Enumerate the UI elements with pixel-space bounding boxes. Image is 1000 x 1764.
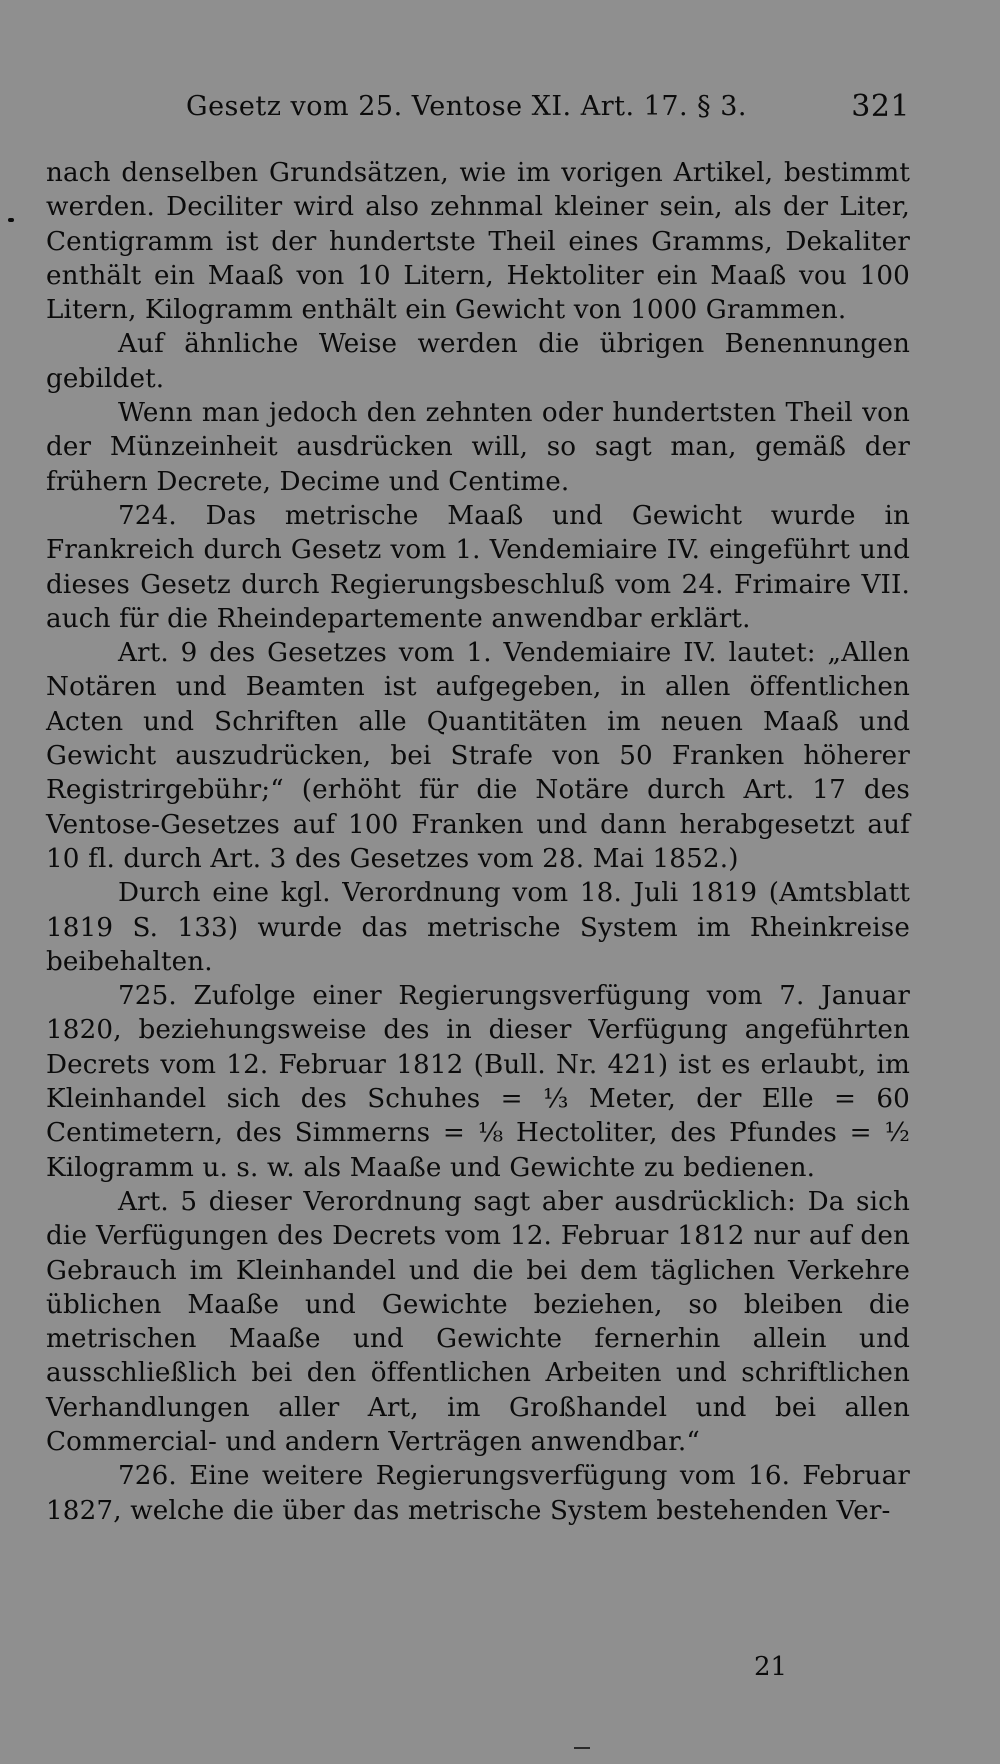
- body-text: [46, 156, 910, 1528]
- paragraph: Wenn man jedoch den zehnten oder hundertsten Theil von der Münzeinheit ausdrücken will, so sagt man, gemäß der frühern Decrete, Decime und Centime.: [46, 398, 910, 497]
- paragraph: Auf ähnliche Weise werden die übrigen Benennungen gebildet.: [46, 329, 910, 394]
- paragraph: 726. Eine weitere Regierungsverfügung vom 16. Februar 1827, welche die über das metrische System bestehenden Ver-: [46, 1461, 910, 1526]
- header-title: Gesetz vom 25. Ventose XI. Art. 17. § 3.: [186, 91, 748, 122]
- page-number: 321: [851, 89, 910, 124]
- signature-mark: 21: [754, 1652, 788, 1682]
- bottom-dash: [574, 1747, 590, 1749]
- paragraph: 724. Das metrische Maaß und Gewicht wurde in Frankreich durch Gesetz vom 1. Vendemiaire IV. eingeführt und dieses Gesetz durch Regierungsbeschluß vom 24. Frimaire VII. auch für die Rheindepartemente anwendbar erklärt.: [46, 500, 910, 634]
- running-header: [186, 84, 910, 130]
- paragraph: 725. Zufolge einer Regierungsverfügung vom 7. Januar 1820, beziehungsweise des in dieser Verfügung angeführten Decrets vom 12. Februar 1812 (Bull. Nr. 421) ist es erlaubt, im Kleinhandel sich des Schuhes = ⅓ Meter, der Elle = 60 Centimetern, des Simmerns = ⅛ Hectoliter, des Pfundes = ½ Kilogramm u. s. w. als Maaße und Gewichte zu bedienen.: [46, 981, 910, 1183]
- margin-speck: [8, 218, 14, 222]
- paragraph: Art. 9 des Gesetzes vom 1. Vendemiaire IV. lautet: „Allen Notären und Beamten ist aufgegeben, in allen öffentlichen Acten und Schriften alle Quantitäten im neuen Maaß und Gewicht auszudrücken, bei Strafe von 50 Franken höherer Registrirgebühr;“ (erhöht für die Notäre durch Art. 17 des Ventose-Gesetzes auf 100 Franken und dann herabgesetzt auf 10 fl. durch Art. 3 des Gesetzes vom 28. Mai 1852.): [46, 638, 910, 874]
- paragraph: Art. 5 dieser Verordnung sagt aber ausdrücklich: Da sich die Verfügungen des Decrets vom 12. Februar 1812 nur auf den Gebrauch im Kleinhandel und die bei dem täglichen Verkehre üblichen Maaße und Gewichte beziehen, so bleiben die metrischen Maaße und Gewichte fernerhin allein und ausschließlich bei den öffentlichen Arbeiten und schriftlichen Verhandlungen aller Art, im Großhandel und bei allen Commercial- und andern Verträgen anwendbar.“: [46, 1186, 910, 1457]
- paragraph: nach denselben Grundsätzen, wie im vorigen Artikel, bestimmt werden. Deciliter wird also zehnmal kleiner sein, als der Liter, Centigramm ist der hundertste Theil eines Gramms, Dekaliter enthält ein Maaß von 10 Litern, Hektoliter ein Maaß vou 100 Litern, Kilogramm enthält ein Gewicht von 1000 Grammen.: [46, 158, 910, 326]
- paragraph: Durch eine kgl. Verordnung vom 18. Juli 1819 (Amtsblatt 1819 S. 133) wurde das metrische System im Rheinkreise beibehalten.: [46, 878, 910, 977]
